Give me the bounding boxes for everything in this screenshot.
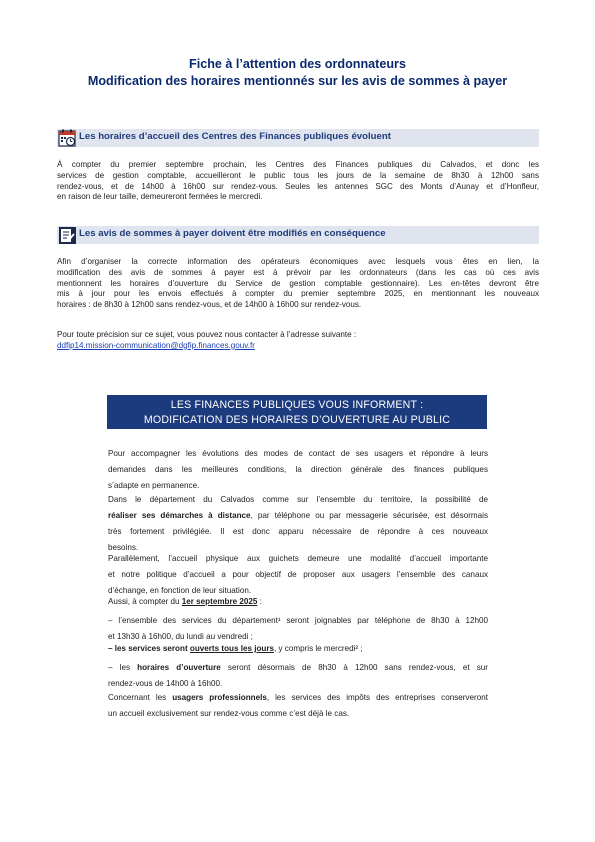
paragraph-line: services de gestion comptable, accueilleront le public tous les jours de la semaine de 8h30 à 12h00 sans bbox=[57, 170, 539, 180]
body-text: seront désormais de 8h30 à 12h00 sans rendez-vous, et sur bbox=[220, 663, 488, 672]
paragraph-line: modification des avis de sommes à payer est à prévoir par les ordonnateurs (dans les cas où ces avis bbox=[57, 267, 539, 277]
bold-text bbox=[108, 644, 190, 653]
body-line: et 13h30 à 16h00, du lundi au vendredi ; bbox=[108, 632, 253, 641]
date-highlight: 1er septembre 2025 bbox=[181, 597, 258, 606]
contact-block bbox=[57, 330, 539, 352]
body-paragraph-3 bbox=[108, 551, 488, 599]
body-line bbox=[108, 690, 488, 706]
paragraph-line: horaires : de 8h30 à 12h00 sans rendez-vous, et de 14h00 à 16h00 sur rendez-vous. bbox=[57, 300, 362, 310]
bold-text: réaliser ses démarches à distance bbox=[108, 511, 251, 520]
body-line: besoins. bbox=[108, 543, 139, 552]
body-line bbox=[108, 594, 488, 610]
body-text: Concernant les bbox=[108, 693, 173, 702]
banner-line-2: MODIFICATION DES HORAIRES D’OUVERTURE AU PUBLIC bbox=[143, 414, 451, 426]
body-text: – les services seront bbox=[108, 644, 190, 653]
body-line: un accueil exclusivement sur rendez-vous comme c’est déjà le cas. bbox=[108, 709, 350, 718]
body-line: très fortement privilégiée. Il est donc apparu nécessaire de répondre à ces nouveaux bbox=[108, 527, 488, 536]
section1-heading-band bbox=[57, 129, 539, 147]
body-text: – les bbox=[108, 663, 138, 672]
bullet-2 bbox=[108, 641, 488, 657]
bold-text: horaires d’ouverture bbox=[137, 663, 221, 672]
bold-text: usagers professionnels bbox=[172, 693, 267, 702]
title-line-1: Fiche à l’attention des ordonnateurs bbox=[189, 57, 406, 71]
section2-heading: Les avis de sommes à payer doivent être modifiés en conséquence bbox=[79, 228, 386, 239]
paragraph-line: rendez-vous, et de 14h00 à 16h00 sur rendez-vous. Seules les antennes SGC des Monts d’Aunay et d’Honfleur, bbox=[57, 181, 539, 191]
body-line: d’échange, en fonction de leur situation. bbox=[108, 586, 252, 595]
paragraph-line: À compter du premier septembre prochain, les Centres des Finances publiques du Calvados, et donc les bbox=[57, 160, 539, 169]
body-line bbox=[108, 660, 488, 676]
page-title bbox=[0, 56, 595, 90]
body-line: et notre politique d’accueil a pour objectif de proposer aux usagers l’ensemble des canaux bbox=[108, 570, 488, 579]
body-text: : bbox=[257, 597, 262, 606]
body-text: , y compris le mercredi² ; bbox=[274, 644, 363, 653]
document-edit-icon bbox=[58, 226, 77, 245]
body-line: Pour accompagner les évolutions des modes de contact de ses usagers et répondre à leurs bbox=[108, 449, 488, 458]
body-line: demandes dans les meilleures conditions, la direction générale des finances publiques bbox=[108, 465, 488, 474]
body-paragraph-5 bbox=[108, 690, 488, 722]
section2-heading-band bbox=[57, 226, 539, 244]
contact-text: Pour toute précision sur ce sujet, vous pouvez nous contacter à l’adresse suivante : bbox=[57, 330, 357, 339]
section1-heading: Les horaires d’accueil des Centres des Finances publiques évoluent bbox=[79, 131, 391, 142]
body-text: , les services des impôts des entreprises conserveront bbox=[266, 693, 488, 702]
body-text: Aussi, à compter du bbox=[108, 597, 182, 606]
body-line: s’adapte en permanence. bbox=[108, 481, 200, 490]
body-line: Parallèlement, l’accueil physique aux guichets demeure une modalité d’accueil importante bbox=[108, 554, 488, 563]
calendar-clock-icon bbox=[58, 129, 77, 148]
body-line: Dans le département du Calvados comme sur l’ensemble du territoire, la possibilité de bbox=[108, 495, 488, 504]
body-line: rendez-vous de 14h00 à 16h00. bbox=[108, 679, 223, 688]
bullet-3 bbox=[108, 660, 488, 692]
info-banner bbox=[107, 395, 487, 429]
body-line bbox=[108, 508, 488, 524]
paragraph-line: mentionnent les horaires d’ouverture du Service de gestion comptable gestionnaire). Les en-têtes devront être bbox=[57, 278, 539, 288]
contact-email-link[interactable]: ddfip14.mission-communication@dgfip.finances.gouv.fr bbox=[57, 340, 255, 350]
body-text: , par téléphone ou par messagerie sécurisée, est désormais bbox=[250, 511, 488, 520]
body-line: – l’ensemble des services du département¹ seront joignables par téléphone de 8h30 à 12h00 bbox=[108, 616, 488, 625]
body-paragraph-1 bbox=[108, 446, 488, 494]
section2-paragraph bbox=[57, 257, 539, 311]
title-line-2: Modification des horaires mentionnés sur les avis de sommes à payer bbox=[87, 74, 508, 88]
paragraph-line: mis à jour pour les envois effectués à compter du premier septembre 2025, en mentionnant les nouveaux bbox=[57, 289, 539, 299]
body-paragraph-2 bbox=[108, 492, 488, 556]
body-line bbox=[108, 641, 488, 657]
banner-line-1: LES FINANCES PUBLIQUES VOUS INFORMENT : bbox=[170, 399, 424, 411]
paragraph-line: en raison de leur taille, demeureront fermées le mercredi. bbox=[57, 192, 263, 202]
section1-paragraph bbox=[57, 160, 539, 203]
bold-text: ouverts tous les jours bbox=[189, 644, 274, 653]
paragraph-line: Afin d’organiser la correcte information des opérateurs économiques avec lesquels vous êtes en lien, la bbox=[57, 257, 539, 266]
body-paragraph-4 bbox=[108, 594, 488, 610]
